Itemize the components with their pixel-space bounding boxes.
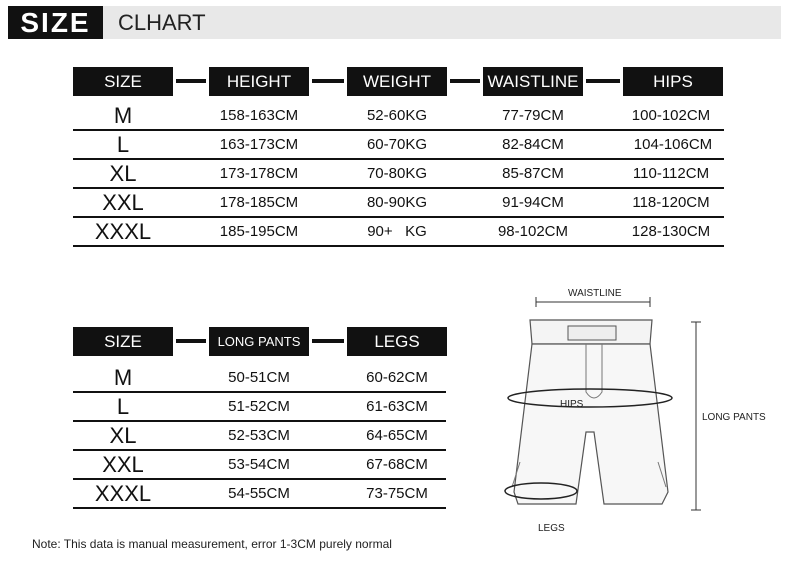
row-divider [73, 449, 446, 451]
t2-header-long-pants: LONG PANTS [209, 327, 309, 356]
hips-cell: 100-102CM [631, 107, 711, 124]
size-cell: M [113, 365, 133, 390]
waistline-cell: 82-84CM [502, 136, 564, 153]
row-divider [73, 420, 446, 422]
height-cell: 163-173CM [219, 136, 299, 153]
size-cell: XL [109, 423, 137, 448]
long-pants-label: LONG PANTS [702, 412, 766, 423]
size-cell: M [113, 103, 133, 128]
t2-header-size: SIZE [73, 327, 173, 356]
size-cell: XXXL [94, 481, 152, 506]
waistline-cell: 98-102CM [497, 223, 569, 240]
t1-header-size: SIZE [73, 67, 173, 96]
long-pants-cell: 50-51CM [228, 369, 290, 386]
t2-dash [312, 339, 344, 343]
weight-cell: 70-80KG [366, 165, 428, 182]
height-cell: 178-185CM [219, 194, 299, 211]
long-pants-cell: 53-54CM [228, 456, 290, 473]
legs-cell: 64-65CM [366, 427, 428, 444]
legs-cell: 61-63CM [366, 398, 428, 415]
waistline-cell: 91-94CM [502, 194, 564, 211]
waistline-cell: 77-79CM [502, 107, 564, 124]
size-title-badge: SIZE [8, 6, 103, 39]
height-cell: 185-195CM [219, 223, 299, 240]
legs-cell: 60-62CM [366, 369, 428, 386]
size-cell: L [116, 132, 130, 157]
row-divider [73, 187, 724, 189]
shorts-measurement-diagram [490, 282, 780, 542]
hips-cell: 110-112CM [632, 165, 710, 182]
waistline-cell: 85-87CM [502, 165, 564, 182]
t1-header-height: HEIGHT [209, 67, 309, 96]
row-divider [73, 245, 724, 247]
t1-dash [586, 79, 620, 83]
height-cell: 173-178CM [219, 165, 299, 182]
size-cell: XL [109, 161, 137, 186]
t1-dash [176, 79, 206, 83]
weight-cell: 52-60KG [366, 107, 428, 124]
row-divider [73, 391, 446, 393]
hips-label: HIPS [560, 399, 584, 410]
size-cell: L [116, 394, 130, 419]
chart-title: CLHART [118, 10, 206, 35]
hips-cell: 118-120CM [632, 194, 710, 211]
weight-cell: 60-70KG [366, 136, 428, 153]
row-divider [73, 216, 724, 218]
hips-cell: 128-130CM [631, 223, 711, 240]
legs-label: LEGS [538, 523, 565, 534]
row-divider [73, 478, 446, 480]
t1-header-waistline: WAISTLINE [483, 67, 583, 96]
row-divider [73, 507, 446, 509]
long-pants-cell: 54-55CM [228, 485, 290, 502]
t1-dash [450, 79, 480, 83]
size-cell: XXL [102, 190, 144, 215]
weight-cell: 80-90KG [366, 194, 428, 211]
legs-cell: 73-75CM [366, 485, 428, 502]
legs-cell: 67-68CM [366, 456, 428, 473]
long-pants-cell: 52-53CM [228, 427, 290, 444]
t2-header-legs: LEGS [347, 327, 447, 356]
hips-cell: 104-106CM [633, 136, 713, 153]
t1-dash [312, 79, 344, 83]
t2-dash [176, 339, 206, 343]
waistline-label: WAISTLINE [568, 288, 622, 299]
t1-header-hips: HIPS [623, 67, 723, 96]
size-cell: XXXL [94, 219, 152, 244]
measurement-note: Note: This data is manual measurement, error 1-3CM purely normal [32, 537, 392, 551]
long-pants-cell: 51-52CM [228, 398, 290, 415]
t1-header-weight: WEIGHT [347, 67, 447, 96]
height-cell: 158-163CM [219, 107, 299, 124]
row-divider [73, 129, 724, 131]
weight-cell: 90+ KG [367, 223, 427, 240]
row-divider [73, 158, 724, 160]
size-cell: XXL [102, 452, 144, 477]
